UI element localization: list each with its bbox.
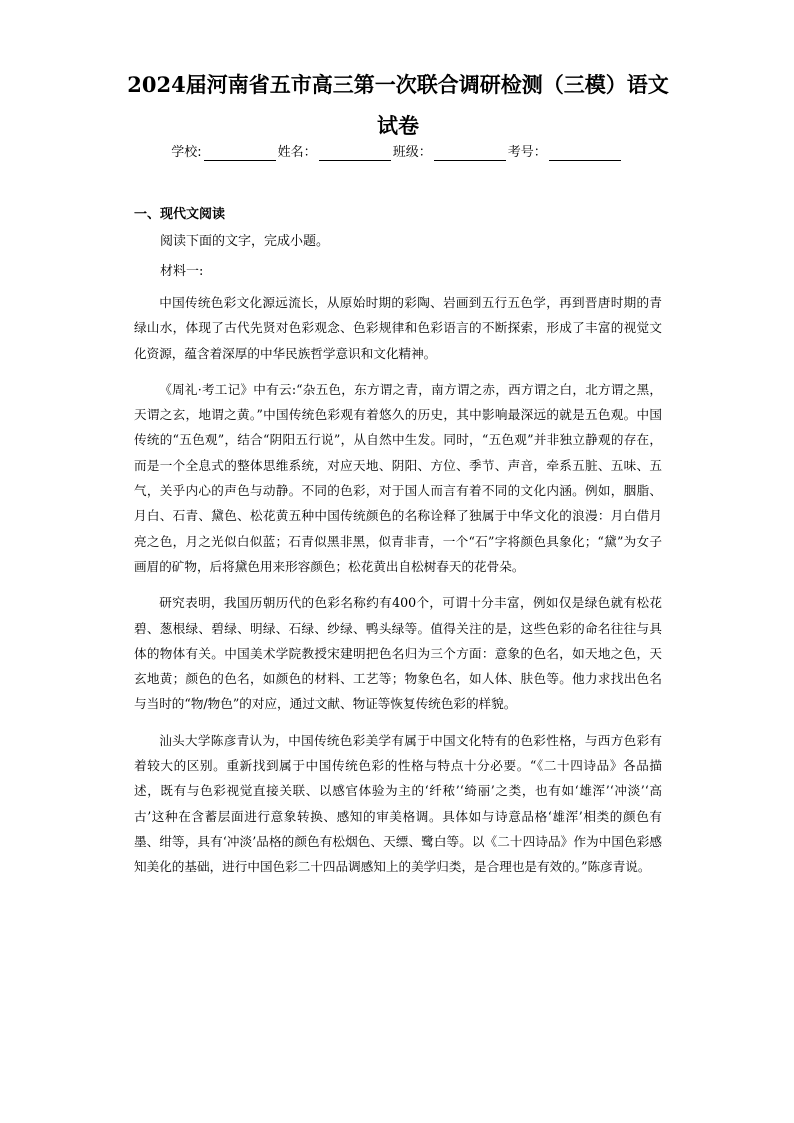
paragraph-1: 中国传统色彩文化源远流长，从原始时期的彩陶、岩画到五行五色学，再到晋唐时期的青绿山水，体现了古代先贤对色彩观念、色彩规律和色彩语言的不断探索，形成了丰富的视觉文化资源，蕴含着深厚的中华民族哲学意识和文化精神。 <box>134 295 662 361</box>
material-label: 材料一: <box>160 264 204 279</box>
name-label: 姓名： <box>277 145 317 160</box>
class-blank <box>434 145 506 161</box>
paragraph-2: 《周礼·考工记》中有云:“杂五色，东方谓之青，南方谓之赤，西方谓之白，北方谓之黑，天谓之玄，地谓之黄。”中国传统色彩观有着悠久的历史，其中影响最深远的就是五色观。中国传统的“五色观”，结合“阴阳五行说”，从自然中生发。同时，“五色观”并非独立静观的存在，而是一个全息式的整体思维系统，对应天地、阴阳、方位、季节、声音，牵系五脏、五味、五气，关乎内心的声色与动静。不同的色彩，对于国人而言有着不同的文化内涵。例如，胭脂、月白、石青、黛色、松花黄五种中国传统颜色的名称诠释了独属于中华文化的浪漫：月白借月亮之色，月之光似白似蓝；石青似黑非黑，似青非青，一个“石”字将颜色具象化；“黛”为女子画眉的矿物，后将黛色用来形容颜色；松花黄出自松树春天的花骨朵。 <box>134 381 662 574</box>
school-blank <box>204 145 276 161</box>
exam-number-blank <box>549 145 621 161</box>
section-heading: 一、现代文阅读 <box>134 207 226 222</box>
class-label: 班级： <box>392 145 432 160</box>
name-blank <box>319 145 391 161</box>
exam-number-label: 考号： <box>507 145 547 160</box>
paragraph-4: 汕头大学陈彦青认为，中国传统色彩美学有属于中国文化特有的色彩性格，与西方色彩有着较大的区别。重新找到属于中国传统色彩的性格与特点十分必要。“《二十四诗品》各品描述，既有与色彩视觉直接关联、以感官体验为主的‘纤秾’‘绮丽’之类，也有如‘雄浑’‘冲淡’‘高古’这种在含蓄层面进行意象转换、感知的审美格调。具体如与诗意品格‘雄浑’相类的颜色有墨、绀等，具有‘冲淡’品格的颜色有松烟色、天缥、鹭白等。以《二十四诗品》作为中国色彩感知美化的基础，进行中国色彩二十四品调感知上的美学归类，是合理也是有效的。”陈彦青说。 <box>134 732 662 875</box>
document-title: 2024届河南省五市高三第一次联合调研检测（三模）语文试卷 <box>127 72 669 138</box>
student-info-line <box>0 140 794 166</box>
reading-instruction: 阅读下面的文字，完成小题。 <box>160 234 330 249</box>
material-body <box>134 290 662 891</box>
paragraph-3: 研究表明，我国历朝历代的色彩名称约有400个，可谓十分丰富，例如仅是绿色就有松花碧、葱根绿、碧绿、明绿、石绿、纱绿、鸭头绿等。值得关注的是，这些色彩的命名往往与具体的物体有关。中国美术学院教授宋建明把色名归为三个方面：意象的色名，如天地之色，天玄地黄；颜色的色名，如颜色的材料、工艺等；物象色名，如人体、肤色等。他力求找出色名与当时的“物/物色”的对应，通过文献、物证等恢复传统色彩的样貌。 <box>134 595 662 712</box>
school-label: 学校: <box>171 145 202 160</box>
